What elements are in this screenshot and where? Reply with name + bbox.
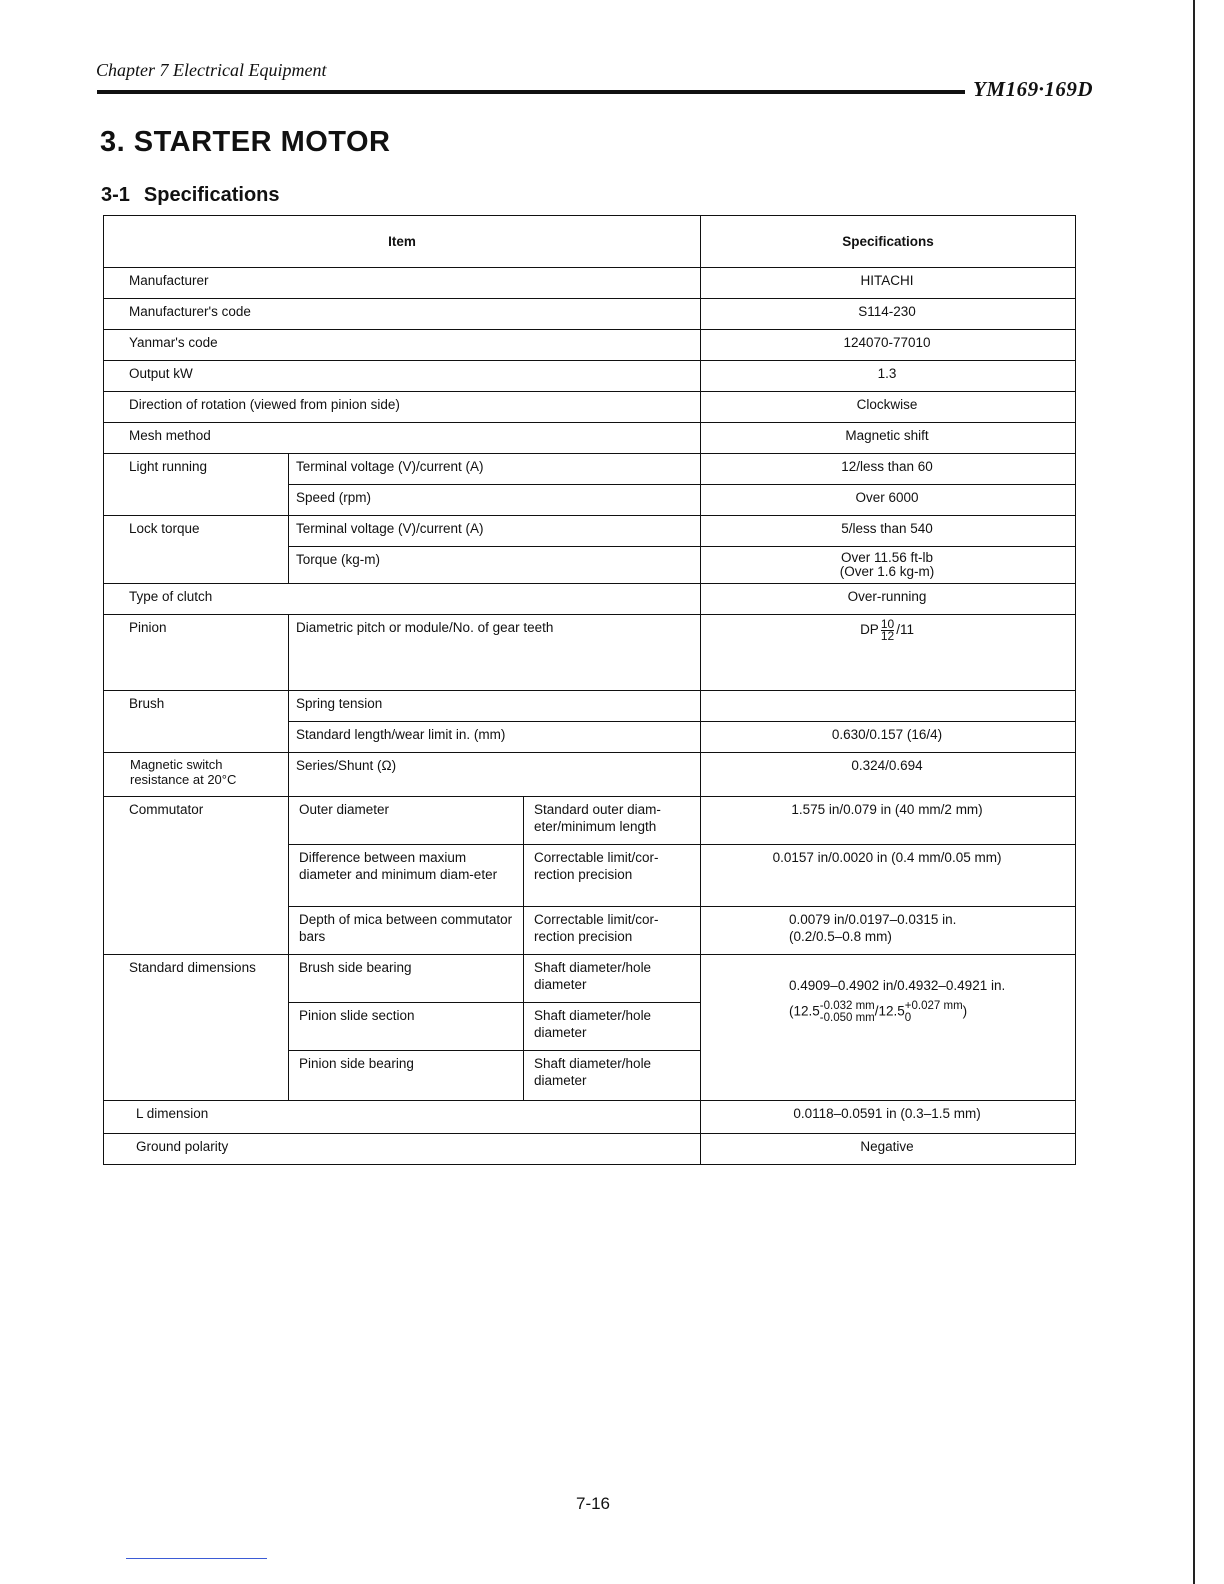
subsection-label: Specifications: [143, 184, 280, 206]
group-label: Lock torque: [104, 516, 289, 584]
row-value: 0.324/0.694: [701, 753, 1076, 797]
row-label: Difference between maxium diameter and minimum diam-eter: [289, 845, 524, 907]
row-label: Direction of rotation (viewed from pinion side): [104, 392, 701, 423]
group-label: Light running: [104, 454, 289, 516]
row-label: Manufacturer: [104, 268, 701, 299]
table-row: [104, 955, 1076, 1003]
table-row: [104, 423, 1076, 454]
footer-link-line: [126, 1558, 267, 1559]
subsection-number: 3-1: [101, 184, 130, 206]
row-value: [701, 547, 1076, 584]
group-label: Pinion: [104, 615, 289, 691]
column-header-item: Item: [104, 216, 701, 268]
row-value: Clockwise: [701, 392, 1076, 423]
row-value: S114-230: [701, 299, 1076, 330]
row-label: Type of clutch: [104, 584, 701, 615]
row-value: [701, 691, 1076, 722]
group-label: Standard dimensions: [104, 955, 289, 1101]
row-value: 12/less than 60: [701, 454, 1076, 485]
pinion-fraction: [881, 619, 894, 642]
table-row: [104, 1134, 1076, 1165]
row-label: Pinion slide section: [289, 1003, 524, 1051]
row-value: Magnetic shift: [701, 423, 1076, 454]
row-label: Standard length/wear limit in. (mm): [289, 722, 701, 753]
table-row: [104, 584, 1076, 615]
row-label: Pinion side bearing: [289, 1051, 524, 1101]
row-criterion: Shaft diameter/hole diameter: [524, 1003, 701, 1051]
row-value: 0.0118–0.0591 in (0.3–1.5 mm): [701, 1101, 1076, 1134]
row-value: [701, 615, 1076, 691]
table-row: [104, 753, 1076, 797]
row-criterion: Shaft diameter/hole diameter: [524, 955, 701, 1003]
table-row: [104, 268, 1076, 299]
page-number: 7-16: [575, 1494, 611, 1513]
row-label: Series/Shunt (Ω): [289, 753, 701, 797]
group-label: Brush: [104, 691, 289, 753]
row-value: [701, 955, 1076, 1101]
std-dims-value-mm: [789, 1000, 1069, 1024]
tol-upper: -0.032 mm: [819, 1000, 875, 1012]
row-value: 0.630/0.157 (16/4): [701, 722, 1076, 753]
table-row: [104, 516, 1076, 547]
specifications-table: [103, 215, 1076, 1165]
table-row: [104, 361, 1076, 392]
section-title: 3. STARTER MOTOR: [100, 126, 391, 158]
tol-upper: +0.027 mm: [904, 1000, 963, 1012]
page-edge-line: [1193, 0, 1195, 1584]
magnetic-switch-temp: resistance at 20°C: [130, 772, 237, 787]
row-criterion: Shaft diameter/hole diameter: [524, 1051, 701, 1101]
row-label: Output kW: [104, 361, 701, 392]
table-header-row: [104, 216, 1076, 268]
row-value: 124070-77010: [701, 330, 1076, 361]
row-value: 0.0157 in/0.0020 in (0.4 mm/0.05 mm): [701, 845, 1076, 907]
table-row: [104, 1101, 1076, 1134]
row-label: Diametric pitch or module/No. of gear teeth: [289, 615, 701, 691]
row-value: Negative: [701, 1134, 1076, 1165]
tol-lower: -0.050 mm: [819, 1012, 875, 1024]
row-value: 5/less than 540: [701, 516, 1076, 547]
row-label: Manufacturer's code: [104, 299, 701, 330]
row-label: Speed (rpm): [289, 485, 701, 516]
group-label: Commutator: [104, 797, 289, 955]
mica-value-in: 0.0079 in/0.0197–0.0315 in.: [789, 912, 957, 927]
table-row: [104, 691, 1076, 722]
pinion-teeth: /11: [896, 622, 914, 638]
std-dims-tol-1: [820, 1000, 875, 1024]
fraction-denominator: 12: [880, 629, 895, 643]
row-value: [701, 907, 1076, 955]
subsection-title: [101, 184, 280, 207]
row-value: Over 6000: [701, 485, 1076, 516]
row-label: Mesh method: [104, 423, 701, 454]
group-label: [104, 753, 289, 797]
tol-lower: 0: [904, 1012, 912, 1024]
row-label: Ground polarity: [104, 1134, 701, 1165]
row-value: Over-running: [701, 584, 1076, 615]
std-dims-open: (12.5: [789, 1003, 820, 1019]
table-row: [104, 392, 1076, 423]
std-dims-close: ): [962, 1003, 968, 1019]
model-header: YM169·169D: [973, 77, 1093, 101]
column-header-spec: Specifications: [701, 216, 1076, 268]
row-value: 1.3: [701, 361, 1076, 392]
row-label: Outer diameter: [289, 797, 524, 845]
row-criterion: Correctable limit/cor-rection precision: [524, 845, 701, 907]
table-row: [104, 330, 1076, 361]
std-dims-value-in: 0.4909–0.4902 in/0.4932–0.4921 in.: [789, 978, 1006, 993]
row-label: Terminal voltage (V)/current (A): [289, 516, 701, 547]
row-label: Terminal voltage (V)/current (A): [289, 454, 701, 485]
mica-value-mm: (0.2/0.5–0.8 mm): [789, 929, 892, 944]
pinion-dp: DP: [860, 622, 879, 638]
row-criterion: Standard outer diam-eter/minimum length: [524, 797, 701, 845]
std-dims-tol-2: [905, 1000, 963, 1024]
row-label: Yanmar's code: [104, 330, 701, 361]
row-label: Brush side bearing: [289, 955, 524, 1003]
row-value: HITACHI: [701, 268, 1076, 299]
table-row: [104, 615, 1076, 691]
row-label: Spring tension: [289, 691, 701, 722]
chapter-header: Chapter 7 Electrical Equipment: [96, 60, 327, 80]
table-row: [104, 797, 1076, 845]
header-rule: [97, 90, 965, 94]
fraction-numerator: 10: [880, 617, 895, 631]
row-label: L dimension: [104, 1101, 701, 1134]
torque-value-ftlb: Over 11.56 ft-lb: [840, 550, 934, 565]
magnetic-switch-label: Magnetic switch: [130, 757, 223, 772]
table-row: [104, 299, 1076, 330]
row-label: Torque (kg-m): [289, 547, 701, 584]
table-row: [104, 454, 1076, 485]
std-dims-mid: /12.5: [874, 1003, 905, 1019]
row-label: Depth of mica between commutator bars: [289, 907, 524, 955]
row-criterion: Correctable limit/cor-rection precision: [524, 907, 701, 955]
torque-value-kgm: (Over 1.6 kg-m): [839, 564, 935, 579]
row-value: 1.575 in/0.079 in (40 mm/2 mm): [701, 797, 1076, 845]
